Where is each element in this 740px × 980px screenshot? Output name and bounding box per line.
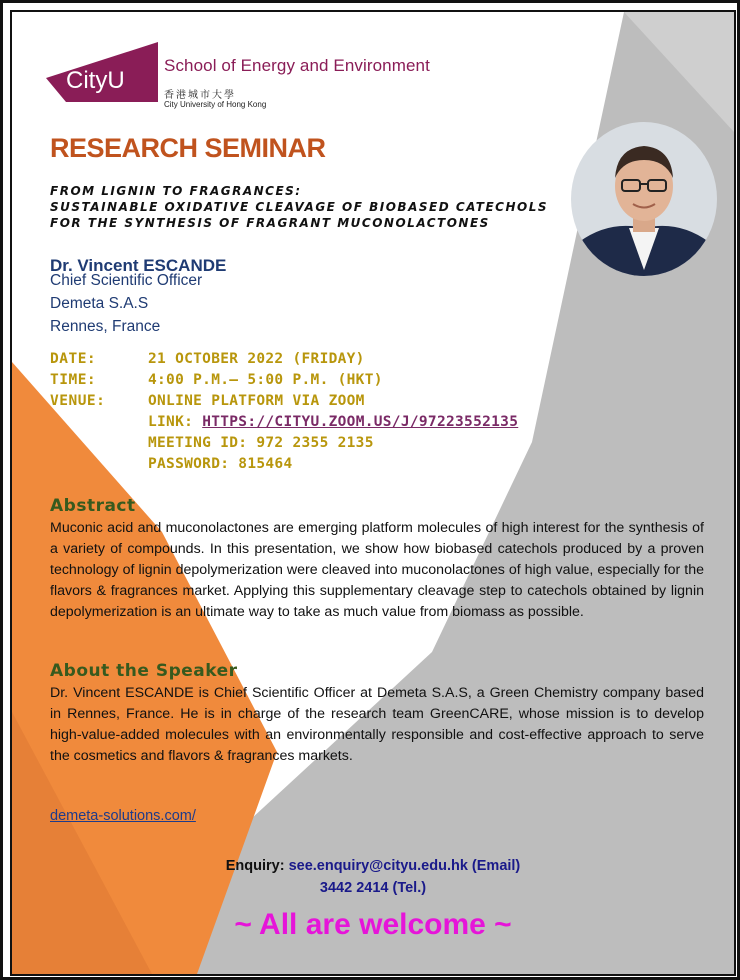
abstract-text: Muconic acid and muconolactones are emerging platform molecules of high interest for the synthesis of a variety of compounds. In this presentation, we show how biobased catechols produced by a proven technology of lignin depolymerization were cleaved into muconolactones of high value, especially for the flavors & fragrances market. Applying this supplementary cleavage step to catechols obtained by lignin depolymerization is an ultimate way to take as much value from biomass as possible. <box>50 520 704 620</box>
website-link[interactable]: demeta-solutions.com/ <box>50 808 196 824</box>
poster <box>10 10 736 976</box>
talk-title <box>50 183 548 231</box>
speaker-location: Rennes, France <box>50 318 161 335</box>
school-name: School of Energy and Environment <box>164 56 430 75</box>
enquiry-email[interactable]: see.enquiry@cityu.edu.hk (Email) <box>288 858 521 874</box>
time-value: 4:00 P.M.– 5:00 P.M. (HKT) <box>148 372 383 388</box>
talk-title-line-1: FROM LIGNIN TO FRAGRANCES: <box>50 184 302 198</box>
time-label: TIME: <box>50 372 97 388</box>
date-label: DATE: <box>50 351 97 367</box>
meeting-id: MEETING ID: 972 2355 2135 <box>148 435 374 451</box>
enquiry-label: Enquiry: <box>225 858 285 874</box>
venue-label: VENUE: <box>50 393 106 409</box>
enquiry-phone: 3442 2414 (Tel.) <box>319 880 427 896</box>
about-speaker-heading: About the Speaker <box>50 661 238 681</box>
meeting-password: PASSWORD: 815464 <box>148 456 293 472</box>
about-speaker-text: Dr. Vincent ESCANDE is Chief Scientific Officer at Demeta S.A.S, a Green Chemistry company based in Rennes, France. He is in charge of the research team GreenCARE, whose mission is to develop high-value-added molecules with an environmentally responsible and cost-effective approach to serve the cosmetics and flavors & fragrances markets. <box>50 685 704 764</box>
university-name-english: City University of Hong Kong <box>164 100 267 109</box>
speaker-photo <box>569 120 719 278</box>
zoom-link-row <box>148 414 518 430</box>
link-label: LINK: <box>148 414 194 430</box>
date-value: 21 OCTOBER 2022 (FRIDAY) <box>148 351 365 367</box>
speaker-position: Chief Scientific Officer <box>50 272 203 289</box>
zoom-link[interactable]: HTTPS://CITYU.ZOOM.US/J/97223552135 <box>202 414 519 430</box>
talk-title-line-3: FOR THE SYNTHESIS OF FRAGRANT MUCONOLACTONES <box>50 216 490 230</box>
welcome-message: ~ All are welcome ~ <box>234 908 512 941</box>
logo-text: CityU <box>66 67 125 94</box>
enquiry-email-line <box>12 858 734 874</box>
venue-value: ONLINE PLATFORM VIA ZOOM <box>148 393 365 409</box>
seminar-type-heading: RESEARCH SEMINAR <box>50 133 326 163</box>
speaker-organization: Demeta S.A.S <box>50 295 149 312</box>
cityu-logo <box>46 42 158 102</box>
talk-title-line-2: SUSTAINABLE OXIDATIVE CLEAVAGE OF BIOBASED CATECHOLS <box>50 200 549 214</box>
university-name-chinese: 香港城市大學 <box>164 90 236 101</box>
speaker-name: Dr. Vincent ESCANDE <box>50 256 227 275</box>
abstract-heading: Abstract <box>50 496 136 516</box>
